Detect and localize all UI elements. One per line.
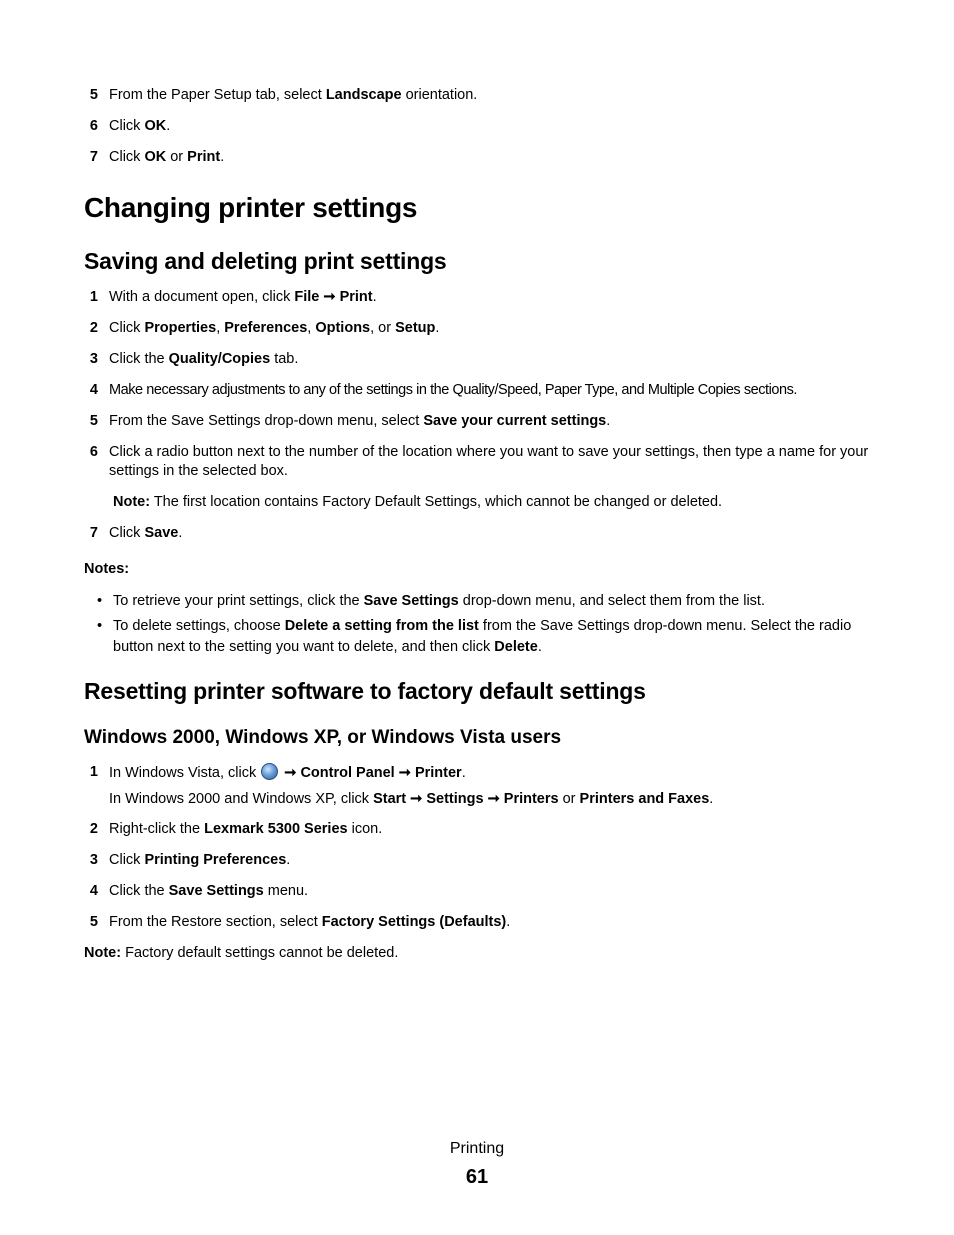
step-number: 5 [89,914,98,930]
arrow-icon: ➞ [394,765,415,781]
step-text: . [178,525,183,541]
bold-term: Properties [144,320,217,336]
final-note [84,944,398,963]
arrow-icon: ➞ [406,791,427,807]
bold-term: Start [373,791,407,807]
step-text: . [220,149,225,165]
bold-term: OK [144,118,167,134]
heading-changing-printer-settings: Changing printer settings [84,192,418,223]
step-text: . [166,118,171,134]
step-text: Right-click the [109,821,205,837]
arrow-icon: ➞ [319,289,340,305]
bold-term: Options [315,320,371,336]
arrow-icon: ➞ [280,765,301,781]
step-text: Click the [109,351,169,367]
step-number: 6 [89,444,98,460]
bold-term: Setup [395,320,436,336]
step-text: Click the [109,883,169,899]
step-number: 3 [89,351,98,367]
step-text: Click [109,852,145,868]
step-text: . [435,320,440,336]
step-text: From the Restore section, select [109,914,322,930]
note-label: Note: [84,945,122,961]
step-text: In Windows Vista, click [109,765,261,781]
bold-term: Save Settings [363,593,459,609]
bold-term: Quality/Copies [168,351,271,367]
heading-resetting-printer-software: Resetting printer software to factory default settings [84,678,646,704]
step-number: 6 [89,118,98,134]
step-text: menu. [263,883,309,899]
arrow-icon: ➞ [483,791,504,807]
bullet-text: To retrieve your print settings, click the [113,593,364,609]
step-text: icon. [347,821,383,837]
step-6-note [113,493,722,512]
bold-term: Settings [426,791,484,807]
page-number: 61 [465,1166,489,1188]
step-text: Click [109,525,145,541]
bold-term: Control Panel [300,765,395,781]
step-text: . [461,765,466,781]
bold-term: Factory Settings (Defaults) [321,914,507,930]
bold-term: File [294,289,320,305]
step-number: 1 [89,764,98,780]
step-number: 5 [89,87,98,103]
step-number: 2 [89,320,98,336]
bold-term: Printers [503,791,559,807]
step-text: , or [370,320,396,336]
step-text: Click [109,118,145,134]
step-text: . [372,289,377,305]
step-text: orientation. [401,87,478,103]
bold-term: Print [187,149,221,165]
bold-term: OK [144,149,167,165]
step-text: , [216,320,225,336]
bold-term: Preferences [224,320,308,336]
step-number: 2 [89,821,98,837]
step-text: Click [109,320,145,336]
bold-term: Save your current settings [423,413,607,429]
step-number: 7 [89,149,98,165]
step-text: With a document open, click [109,289,295,305]
bold-term: Lexmark 5300 Series [204,821,348,837]
heading-saving-deleting: Saving and deleting print settings [84,248,447,274]
note-text: The first location contains Factory Default Settings, which cannot be changed or deleted. [150,494,723,510]
step-number: 3 [89,852,98,868]
note-text: Factory default settings cannot be deleted. [121,945,399,961]
step-text: tab. [270,351,299,367]
bullet-icon: • [97,593,103,609]
bold-term: Delete [494,639,538,655]
bold-term: Landscape [325,87,402,103]
step-text: Make necessary adjustments to any of the settings in the Quality/Speed, Paper Type, and Multiple Copies sections. [109,382,797,398]
bold-term: Printers and Faxes [579,791,710,807]
step-number: 1 [89,289,98,305]
bold-term: Save Settings [168,883,264,899]
step-text: From the Paper Setup tab, select [109,87,326,103]
bullet-text: To delete settings, choose [113,618,285,634]
step-number: 4 [89,883,98,899]
step-text: Click a radio button next to the number of the location where you want to save your settings, then type a name for your settings in the selected box. [109,444,869,479]
bullet-text: . [537,639,542,655]
windows-vista-start-icon [261,763,278,780]
bullet-text: from the Save Settings drop-down menu. Select the radio button next to the setting you want to delete, and then click [113,618,852,655]
note-label: Note: [113,494,151,510]
heading-windows-users: Windows 2000, Windows XP, or Windows Vista users [84,727,562,748]
step-text: . [709,791,714,807]
step-text: or [166,149,188,165]
step-text: From the Save Settings drop-down menu, select [109,413,424,429]
step-text: Click [109,149,145,165]
bullet-icon: • [97,618,103,634]
step-text: or [558,791,580,807]
bold-term: Printing Preferences [144,852,287,868]
step-text: . [506,914,511,930]
bold-term: Delete a setting from the list [284,618,479,634]
step-number: 4 [89,382,98,398]
step-number: 5 [89,413,98,429]
bold-term: Save [144,525,179,541]
step-text: In Windows 2000 and Windows XP, click [109,791,374,807]
bullet-text: drop-down menu, and select them from the list. [458,593,765,609]
footer-section-name: Printing [449,1140,505,1157]
step-text: . [606,413,611,429]
bold-term: Print [339,289,373,305]
step-number: 7 [89,525,98,541]
bold-term: Printer [414,765,462,781]
windows-step-1-alt [109,790,713,809]
step-text: , [307,320,316,336]
step-text: . [286,852,291,868]
notes-label: Notes: [84,561,130,577]
